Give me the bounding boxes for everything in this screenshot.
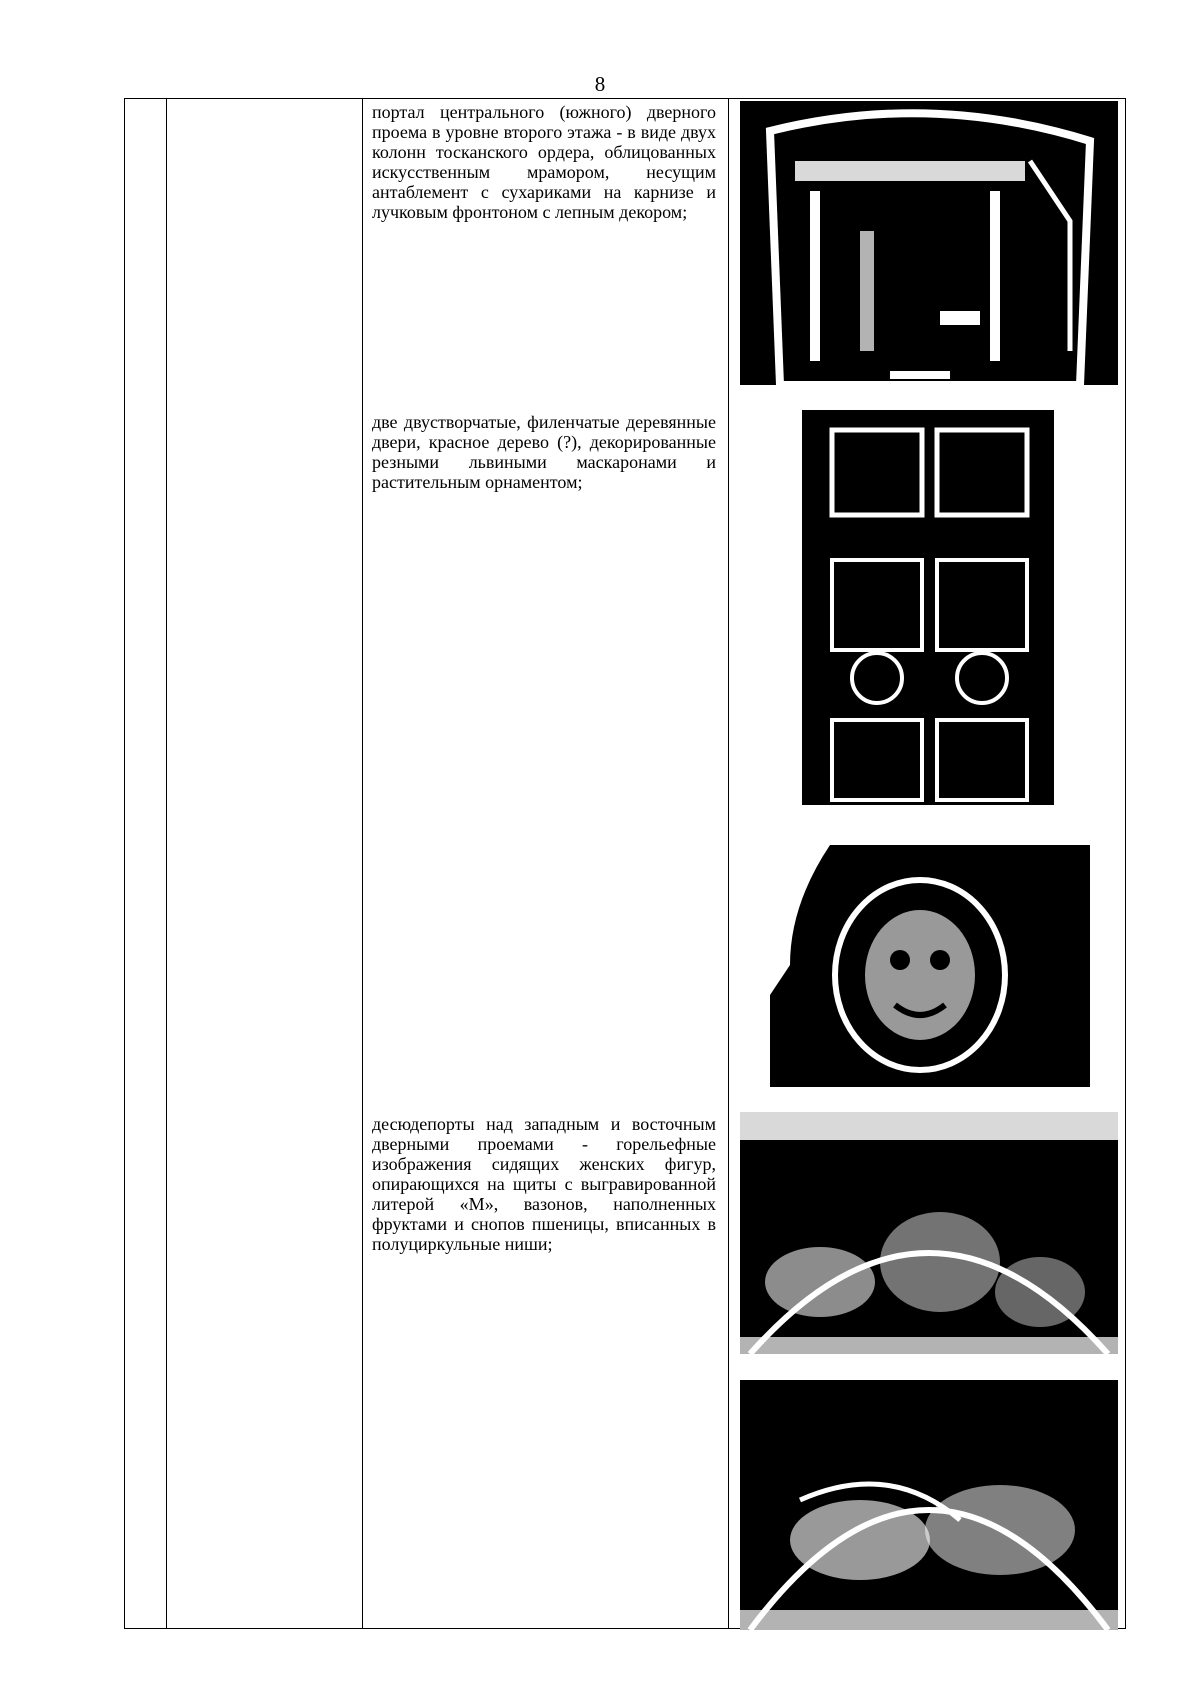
overdoor-relief-west-photo	[740, 1112, 1118, 1354]
overdoor-relief-east-photo	[740, 1380, 1118, 1630]
column-divider-3	[728, 98, 729, 1629]
page-number: 8	[594, 72, 606, 96]
lion-mask-photo	[770, 845, 1090, 1087]
column-divider-1	[166, 98, 167, 1629]
double-door-photo	[772, 410, 1084, 822]
description-overdoors: десюдепорты над западным и восточным дверными проемами - горельефные изображения сидящих женских фигур, опирающихся на щиты с выгравированной литерой «М», вазонов, наполненных фруктами и снопов пшеницы, вписанных в полуциркульные ниши;	[372, 1114, 716, 1254]
description-portal: портал центрального (южного) дверного проема в уровне второго этажа - в виде двух колонн тосканского ордера, облицованных искусственным мрамором, несущим антаблемент с сухариками на карнизе и лучковым фронтоном с лепным декором;	[372, 102, 716, 222]
portal-photo	[740, 101, 1118, 385]
column-divider-2	[362, 98, 363, 1629]
description-doors: две двустворчатые, филенчатые деревянные двери, красное дерево (?), декорированные резными львиными маскаронами и растительным орнаментом;	[372, 412, 716, 492]
